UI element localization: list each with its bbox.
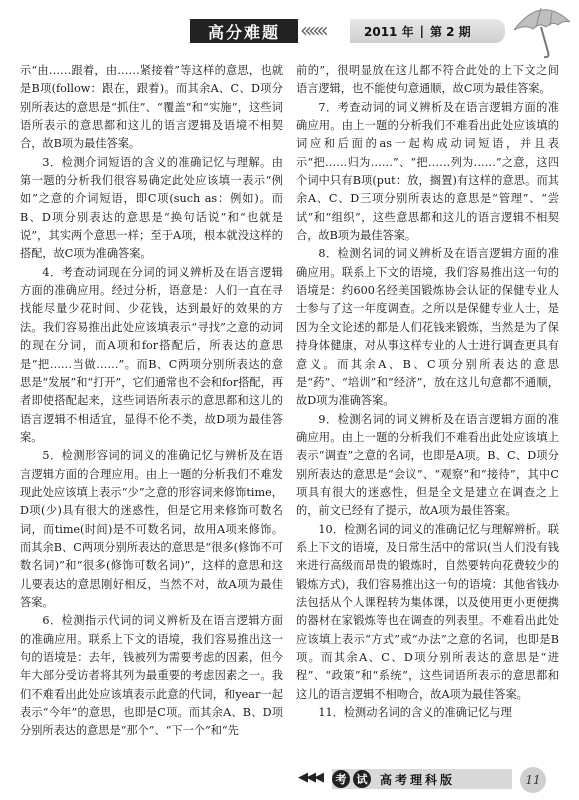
footer-arrows: ◀◀◀ [298, 770, 322, 785]
publication-label: 高考理科版 [380, 772, 456, 787]
paragraph: 6．检测指示代词的词义辨析及在语言逻辑方面的准确应用。联系上下文的语境，我们容易推出这一句的语境是：去年，钱被列为需要考虑的因素，但今年大部分受访者将其列为最重要的考虑因素之一。我们不难看出此处应该填表示此意的代词，和year一起表示“今年”的意思，也即是C项。而其余A、B、D项分别所表达的意思是“那个”、“下一个”和“先 [20, 614, 283, 738]
paragraph: 10．检测名词的词义的准确记忆与理解辨析。联系上下文的语境，及日常生活中的常识(当人们没有钱来进行高级而昂贵的锻炼时，自然要转向花费较少的锻炼方式)，我们容易推出这一句的语境：其他省钱办法包括从个人课程转为集体课，以及使用更小更便携的器材在家锻炼等也在调查的列表里。不难看出此处应该填上表示“方式”或“办法”之意的名词，也即是B项。而其余A、C、D项分别所表达的意思是“进程”、“政策”和“系统”，这些词语所表示的意思都和这儿的语言逻辑不相吻合，故A项为最佳答案。 [296, 522, 559, 701]
publication-bar [332, 769, 512, 789]
paragraph: 4．考查动词现在分词的词义辨析及在语言逻辑方面的准确应用。经过分析，语意是：人们一直在寻找能尽量少花时间、少花钱，达到最好的效果的方法。我们容易推出此处应该填表示“寻找”之意的动词的现在分词，而A项和for搭配后，所表达的意思是“把……当做……”。而B、C两项分别所表达的意思是“发展”和“打开”，它们通常也不会和for搭配，再者即使搭配起来，这些词语所表示的意思都和这儿的语言逻辑不相适宜，显得不伦不类，故D项为最佳答案。 [20, 265, 283, 444]
paragraph: 9．检测名词的词义辨析及在语言逻辑方面的准确应用。由上一题的分析我们不难看出此处应该填上表示“调查”之意的名词，也即是A项。B、C、D项分别所表达的意思是“会议”、“观察”和“接待”，其中C项具有很大的迷惑性，但是全文是建立在调查之上的，前文已经有了提示，故A项为最佳答案。 [296, 412, 559, 518]
paragraph: 7．考查动词的词义辨析及在语言逻辑方面的准确应用。由上一题的分析我们不难看出此处应该填的词应和后面的as一起构成动词短语，并且表示“把……归为……”、“把……列为……”之意，这四个词中只有B项(put：放，搁置)有这样的意思。而其余A、C、D三项分别所表达的意思是“管理”、“尝试”和“组织”，这些意思都和这儿的语言逻辑不相契合，故B项为最佳答案。 [296, 100, 559, 243]
publication-char-2: 试 [353, 770, 371, 788]
umbrella-icon [508, 0, 574, 60]
paragraph: 5．检测形容词的词义的准确记忆与辨析及在语言逻辑方面的合理应用。由上一题的分析我们不难发现此处应该填上表示“少”之意的形容词来修饰time，D项(少)具有很大的迷惑性，但是它用来修饰可数名词，而time(时间)是不可数名词，故用A项来修饰。而其余B、C两项分别所表达的意思是“很多(修饰不可数名词)”和“很多(修饰可数名词)”，这样的意思和这儿要表达的意思刚好相反，当然不对，故A项为最佳答案。 [20, 449, 283, 609]
left-column [20, 62, 283, 752]
paragraph: 示“由……跟着，由……紧接着”等这样的意思，也就是B项(follow：跟在，跟着)。而其余A、C、D项分别所表达的意思是“抓住”、“覆盖”和“实施”，这些词语所表示的意思都和这儿的语言逻辑及语境不相契合，故B项为最佳答案。 [20, 64, 283, 151]
separator: | [419, 24, 424, 38]
paragraph: 前的”，很明显放在这儿都不符合此处的上下文之间语言逻辑，也不能使句意通顺，故C项为最佳答案。 [296, 64, 559, 96]
paragraph: 11．检测动名词的含义的准确记忆与理 [318, 706, 512, 720]
page-footer [0, 764, 579, 800]
paragraph: 3．检测介词短语的含义的准确记忆与理解。由第一题的分析我们很容易确定此处应该填一表示“例如”之意的介词短语，即C项(such as：例如)。而B、D项分别表达的意思是“换句话说”和“也就是说”，其实两个意思一样；至于A项，根本就没这样的搭配，故C项为准确答案。 [20, 155, 283, 261]
header-arrows: ««« [300, 18, 325, 42]
right-column [296, 62, 559, 752]
publication-char-1: 考 [332, 770, 350, 788]
issue-band [350, 19, 505, 43]
column-tag: 高分难题 [190, 19, 298, 43]
issue-year: 2011 年 [364, 24, 414, 39]
page-number: 11 [520, 767, 546, 793]
paragraph: 8．检测名词的词义辨析及在语言逻辑方面的准确应用。联系上下文的语境，我们容易推出这一句的语境是：约600名经美国锻炼协会认证的保健专业人士参与了这一年度调查。之所以是保健专业人士，是因为全文论述的都是人们花钱来锻炼，当然是为了保持身体健康，对从事这样专业的人士进行调查更具有意义。而其余A、B、C项分别所表达的意思是“药”、“培训”和“经济”，放在这儿句意都不通顺，故D项为准确答案。 [296, 247, 559, 408]
page-header [0, 0, 579, 58]
issue-number: 第 2 期 [429, 24, 471, 39]
